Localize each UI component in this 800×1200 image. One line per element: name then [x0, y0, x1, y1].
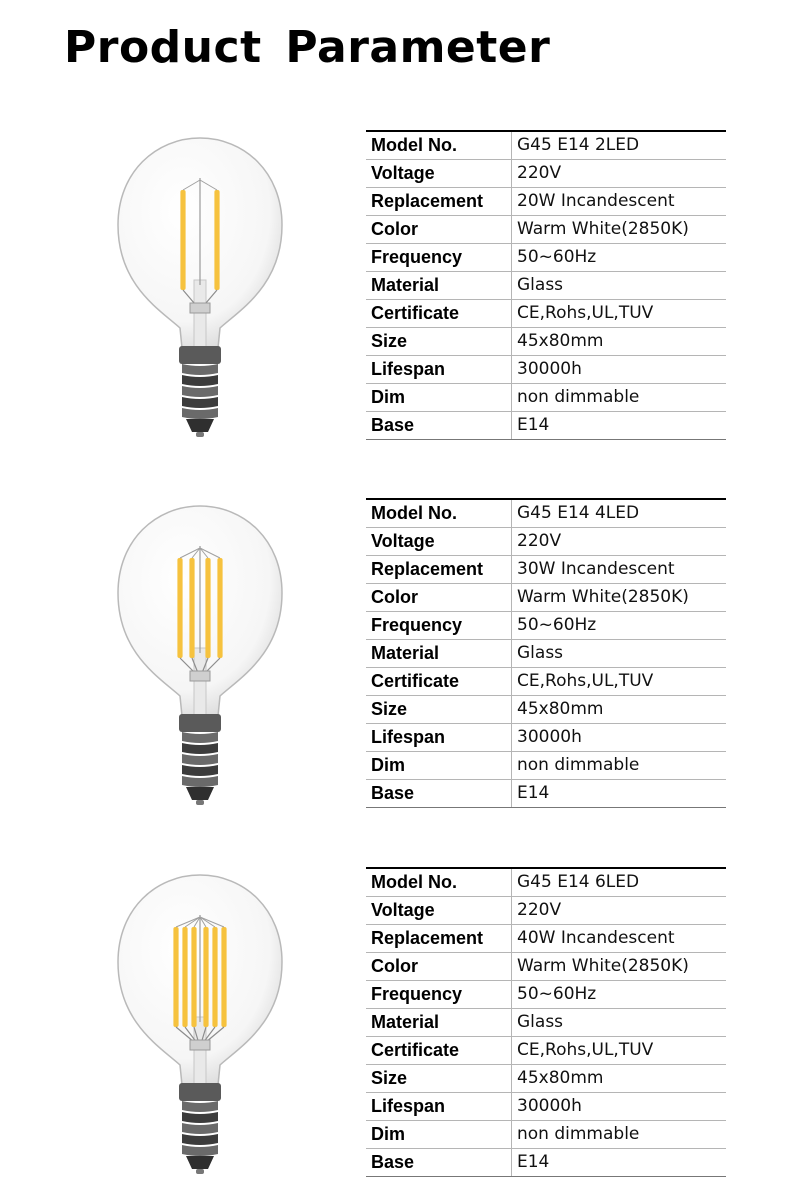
- spec-value: E14: [512, 780, 727, 808]
- spec-value: Warm White(2850K): [512, 216, 727, 244]
- spec-value: 30000h: [512, 724, 727, 752]
- spec-value: Warm White(2850K): [512, 953, 727, 981]
- spec-label: Replacement: [366, 188, 512, 216]
- spec-row: [366, 724, 726, 752]
- spec-value: Glass: [512, 272, 727, 300]
- spec-value: G45 E14 2LED: [512, 131, 727, 160]
- spec-label: Size: [366, 328, 512, 356]
- bulb-illustration: [100, 120, 300, 440]
- spec-row: [366, 384, 726, 412]
- spec-value: non dimmable: [512, 752, 727, 780]
- spec-row: [366, 216, 726, 244]
- spec-label: Replacement: [366, 556, 512, 584]
- spec-row: [366, 528, 726, 556]
- spec-value: 30000h: [512, 1093, 727, 1121]
- spec-label: Base: [366, 1149, 512, 1177]
- spec-label: Frequency: [366, 612, 512, 640]
- bulb-image: [100, 857, 300, 1177]
- spec-label: Model No.: [366, 868, 512, 897]
- spec-row: [366, 1065, 726, 1093]
- product-section: [0, 498, 800, 818]
- spec-label: Frequency: [366, 244, 512, 272]
- bulb-image: [100, 120, 300, 440]
- spec-label: Size: [366, 696, 512, 724]
- bulb-illustration: [100, 488, 300, 808]
- bulb-base: [179, 714, 221, 732]
- filament: [214, 190, 219, 290]
- spec-label: Model No.: [366, 131, 512, 160]
- spec-value: 220V: [512, 160, 727, 188]
- filament: [205, 558, 210, 658]
- spec-value: 30W Incandescent: [512, 556, 727, 584]
- spec-value: 50~60Hz: [512, 612, 727, 640]
- spec-row: [366, 868, 726, 897]
- spec-row: [366, 640, 726, 668]
- spec-row: [366, 160, 726, 188]
- spec-row: [366, 668, 726, 696]
- spec-label: Material: [366, 272, 512, 300]
- spec-label: Color: [366, 216, 512, 244]
- spec-label: Dim: [366, 384, 512, 412]
- spec-value: 50~60Hz: [512, 981, 727, 1009]
- spec-label: Color: [366, 953, 512, 981]
- spec-value: CE,Rohs,UL,TUV: [512, 1037, 727, 1065]
- spec-label: Certificate: [366, 1037, 512, 1065]
- spec-row: [366, 356, 726, 384]
- spec-row: [366, 780, 726, 808]
- spec-row: [366, 1121, 726, 1149]
- spec-label: Size: [366, 1065, 512, 1093]
- spec-row: [366, 244, 726, 272]
- bulb-base: [179, 1083, 221, 1101]
- spec-value: 220V: [512, 897, 727, 925]
- spec-value: G45 E14 4LED: [512, 499, 727, 528]
- spec-label: Dim: [366, 752, 512, 780]
- spec-label: Certificate: [366, 300, 512, 328]
- spec-row: [366, 499, 726, 528]
- spec-row: [366, 953, 726, 981]
- bulb-base: [179, 346, 221, 364]
- spec-row: [366, 752, 726, 780]
- spec-value: G45 E14 6LED: [512, 868, 727, 897]
- spec-row: [366, 412, 726, 440]
- spec-label: Model No.: [366, 499, 512, 528]
- filament: [177, 558, 182, 658]
- spec-row: [366, 188, 726, 216]
- filament: [221, 927, 226, 1027]
- spec-table: [366, 498, 726, 808]
- spec-row: [366, 584, 726, 612]
- spec-value: Glass: [512, 1009, 727, 1037]
- spec-row: [366, 1149, 726, 1177]
- filament: [203, 927, 208, 1027]
- spec-label: Frequency: [366, 981, 512, 1009]
- spec-label: Voltage: [366, 528, 512, 556]
- spec-label: Dim: [366, 1121, 512, 1149]
- filament: [212, 927, 217, 1027]
- spec-row: [366, 925, 726, 953]
- spec-value: non dimmable: [512, 1121, 727, 1149]
- spec-value: Warm White(2850K): [512, 584, 727, 612]
- spec-label: Material: [366, 1009, 512, 1037]
- spec-row: [366, 272, 726, 300]
- filament: [191, 927, 196, 1027]
- spec-value: 20W Incandescent: [512, 188, 727, 216]
- spec-value: 30000h: [512, 356, 727, 384]
- spec-value: non dimmable: [512, 384, 727, 412]
- spec-value: Glass: [512, 640, 727, 668]
- filament: [182, 927, 187, 1027]
- spec-value: 50~60Hz: [512, 244, 727, 272]
- spec-value: 45x80mm: [512, 1065, 727, 1093]
- spec-row: [366, 1009, 726, 1037]
- spec-table: [366, 130, 726, 440]
- spec-value: 40W Incandescent: [512, 925, 727, 953]
- spec-row: [366, 328, 726, 356]
- filament: [180, 190, 185, 290]
- spec-value: CE,Rohs,UL,TUV: [512, 300, 727, 328]
- spec-label: Lifespan: [366, 356, 512, 384]
- spec-label: Replacement: [366, 925, 512, 953]
- spec-value: 45x80mm: [512, 328, 727, 356]
- spec-row: [366, 1093, 726, 1121]
- filament: [173, 927, 178, 1027]
- spec-label: Voltage: [366, 160, 512, 188]
- spec-value: 45x80mm: [512, 696, 727, 724]
- spec-label: Base: [366, 780, 512, 808]
- spec-label: Voltage: [366, 897, 512, 925]
- spec-label: Color: [366, 584, 512, 612]
- filament: [217, 558, 222, 658]
- spec-row: [366, 897, 726, 925]
- spec-row: [366, 981, 726, 1009]
- spec-label: Lifespan: [366, 724, 512, 752]
- spec-value: E14: [512, 412, 727, 440]
- spec-row: [366, 556, 726, 584]
- spec-table: [366, 867, 726, 1177]
- spec-label: Lifespan: [366, 1093, 512, 1121]
- spec-row: [366, 612, 726, 640]
- page-title: Product Parameter: [64, 22, 551, 73]
- product-section: [0, 867, 800, 1187]
- spec-row: [366, 696, 726, 724]
- filament: [189, 558, 194, 658]
- bulb-image: [100, 488, 300, 808]
- bulb-illustration: [100, 857, 300, 1177]
- spec-label: Certificate: [366, 668, 512, 696]
- spec-label: Material: [366, 640, 512, 668]
- spec-row: [366, 1037, 726, 1065]
- spec-row: [366, 131, 726, 160]
- spec-value: CE,Rohs,UL,TUV: [512, 668, 727, 696]
- product-section: [0, 130, 800, 450]
- spec-label: Base: [366, 412, 512, 440]
- spec-value: E14: [512, 1149, 727, 1177]
- spec-row: [366, 300, 726, 328]
- spec-value: 220V: [512, 528, 727, 556]
